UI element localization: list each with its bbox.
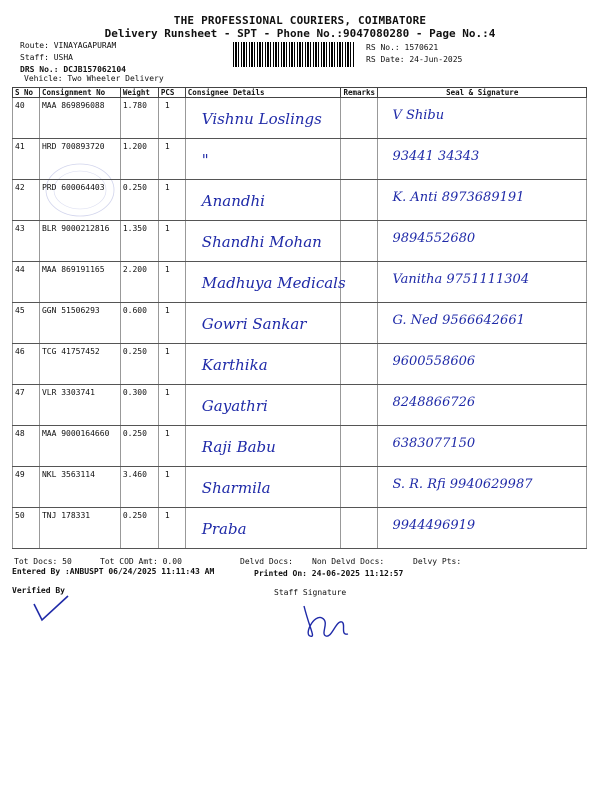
row-seal-signature: [378, 180, 587, 221]
seal-signature-handwriting: S. R. Rfi 9940629987: [392, 477, 533, 492]
row-consignment-no: MAA 869191165: [39, 262, 120, 303]
seal-signature-handwriting: G. Ned 9566642661: [392, 313, 525, 328]
consignee-handwriting: ": [201, 151, 209, 169]
company-title: THE PROFESSIONAL COURIERS, COIMBATORE: [173, 14, 427, 27]
row-remarks: [341, 508, 378, 549]
row-consignment-no: TCG 41757452: [39, 344, 120, 385]
row-sno: 42: [13, 180, 40, 221]
delivery-points: Delvy Pts:: [413, 557, 462, 566]
row-consignee: [185, 426, 341, 467]
rs-number: RS No.: 1570621: [366, 43, 439, 52]
staff-signature-mark: [296, 600, 352, 642]
row-consignee: [185, 262, 346, 303]
verified-by-label: Verified By: [12, 586, 65, 595]
row-sno: 49: [13, 467, 40, 508]
row-consignment-no: PRD 600064403: [39, 180, 120, 221]
consignee-handwriting: Sharmila: [201, 479, 271, 497]
row-consignee: [185, 508, 341, 549]
row-consignee: [185, 139, 341, 180]
row-weight: 1.200: [120, 139, 158, 180]
row-sno: 47: [13, 385, 40, 426]
row-remarks: [341, 467, 378, 508]
table-row: [13, 426, 587, 467]
row-pcs: 1: [158, 180, 185, 221]
row-consignment-no: HRD 700893720: [39, 139, 120, 180]
row-remarks: [341, 426, 378, 467]
consignee-handwriting: Gowri Sankar: [201, 315, 307, 333]
row-consignee: [185, 385, 341, 426]
row-pcs: 1: [158, 344, 185, 385]
row-remarks: [341, 98, 378, 139]
total-docs: Tot Docs: 50: [14, 557, 72, 566]
rs-date: RS Date: 24-Jun-2025: [366, 55, 463, 64]
seal-signature-handwriting: K. Anti 8973689191: [392, 190, 525, 205]
seal-signature-handwriting: V Shibu: [392, 108, 445, 123]
row-consignee: [185, 221, 341, 262]
row-weight: 3.460: [120, 467, 158, 508]
table-row: [13, 139, 587, 180]
col-seal-signature: Seal & Signature: [378, 88, 587, 98]
col-sno: S No: [13, 88, 40, 98]
col-pcs: PCS: [158, 88, 185, 98]
seal-signature-handwriting: 9600558606: [392, 354, 476, 369]
route-label: Route: VINAYAGAPURAM: [20, 41, 117, 50]
row-pcs: 1: [158, 262, 185, 303]
consignee-handwriting: Madhuya Medicals: [201, 274, 346, 292]
table-row: [13, 344, 587, 385]
barcode: [233, 42, 355, 67]
drs-number: DRS No.: DCJB157062104: [20, 65, 126, 74]
row-remarks: [341, 262, 378, 303]
row-remarks: [341, 221, 378, 262]
row-seal-signature: [378, 426, 587, 467]
row-sno: 44: [13, 262, 40, 303]
row-sno: 48: [13, 426, 40, 467]
row-remarks: [341, 303, 378, 344]
row-seal-signature: [378, 467, 587, 508]
vehicle-label: Vehicle: Two Wheeler Delivery: [24, 74, 164, 83]
seal-signature-handwriting: 9894552680: [392, 231, 476, 246]
row-seal-signature: [378, 385, 587, 426]
row-remarks: [341, 180, 378, 221]
table-row: [13, 221, 587, 262]
consignee-handwriting: Vishnu Loslings: [201, 110, 322, 128]
staff-label: Staff: USHA: [20, 53, 73, 62]
table-row: [13, 303, 587, 344]
table-row: [13, 508, 587, 549]
row-consignee: [185, 467, 341, 508]
seal-signature-handwriting: Vanitha 9751111304: [392, 272, 530, 287]
row-sno: 46: [13, 344, 40, 385]
seal-signature-handwriting: 8248866726: [392, 395, 476, 410]
row-consignment-no: TNJ 178331: [39, 508, 120, 549]
seal-signature-handwriting: 6383077150: [392, 436, 476, 451]
row-seal-signature: [378, 139, 587, 180]
row-consignment-no: VLR 3303741: [39, 385, 120, 426]
row-weight: 2.200: [120, 262, 158, 303]
row-consignment-no: MAA 9000164660: [39, 426, 120, 467]
row-pcs: 1: [158, 221, 185, 262]
seal-signature-handwriting: 9944496919: [392, 518, 476, 533]
row-sno: 45: [13, 303, 40, 344]
row-seal-signature: [378, 262, 587, 303]
table-row: [13, 262, 587, 303]
row-seal-signature: [378, 508, 587, 549]
seal-signature-handwriting: 93441 34343: [392, 149, 480, 164]
col-weight: Weight: [120, 88, 158, 98]
table-row: [13, 98, 587, 139]
row-seal-signature: [378, 221, 587, 262]
row-sno: 50: [13, 508, 40, 549]
table-header-row: [13, 88, 587, 98]
row-weight: 1.780: [120, 98, 158, 139]
row-pcs: 1: [158, 385, 185, 426]
row-weight: 1.350: [120, 221, 158, 262]
row-consignment-no: GGN 51506293: [39, 303, 120, 344]
non-delivered-docs: Non Delvd Docs:: [312, 557, 385, 566]
runsheet-table: [12, 87, 587, 549]
col-consignment: Consignment No: [39, 88, 120, 98]
table-row: [13, 180, 587, 221]
row-weight: 0.250: [120, 426, 158, 467]
consignee-handwriting: Anandhi: [201, 192, 265, 210]
row-weight: 0.600: [120, 303, 158, 344]
table-row: [13, 385, 587, 426]
col-remarks: Remarks: [341, 88, 378, 98]
row-weight: 0.250: [120, 508, 158, 549]
consignee-handwriting: Shandhi Mohan: [201, 233, 322, 251]
row-sno: 41: [13, 139, 40, 180]
row-sno: 40: [13, 98, 40, 139]
row-consignee: [185, 344, 341, 385]
row-consignment-no: BLR 9000212816: [39, 221, 120, 262]
row-consignment-no: MAA 869896088: [39, 98, 120, 139]
row-remarks: [341, 139, 378, 180]
runsheet-subtitle: Delivery Runsheet - SPT - Phone No.:9047080280 - Page No.:4: [104, 27, 496, 40]
row-weight: 0.250: [120, 180, 158, 221]
row-consignment-no: NKL 3563114: [39, 467, 120, 508]
row-remarks: [341, 385, 378, 426]
row-pcs: 1: [158, 426, 185, 467]
row-seal-signature: [378, 344, 587, 385]
row-seal-signature: [378, 98, 587, 139]
consignee-handwriting: Karthika: [201, 356, 268, 374]
total-cod: Tot COD Amt: 0.00: [100, 557, 182, 566]
row-pcs: 1: [158, 508, 185, 549]
consignee-handwriting: Raji Babu: [201, 438, 276, 456]
printed-on: Printed On: 24-06-2025 11:12:57: [254, 569, 404, 578]
staff-signature-label: Staff Signature: [274, 588, 347, 597]
row-pcs: 1: [158, 98, 185, 139]
row-consignee: [185, 303, 341, 344]
table-row: [13, 467, 587, 508]
consignee-handwriting: Praba: [201, 520, 247, 538]
verified-check-mark: [30, 592, 80, 626]
row-consignee: [185, 98, 341, 139]
row-sno: 43: [13, 221, 40, 262]
entered-by: Entered By :ANBUSPT 06/24/2025 11:11:43 AM: [12, 567, 215, 576]
delivered-docs: Delvd Docs:: [240, 557, 293, 566]
row-consignee: [185, 180, 341, 221]
row-seal-signature: [378, 303, 587, 344]
row-weight: 0.250: [120, 344, 158, 385]
consignee-handwriting: Gayathri: [201, 397, 268, 415]
row-pcs: 1: [158, 467, 185, 508]
row-remarks: [341, 344, 378, 385]
col-consignee: Consignee Details: [185, 88, 341, 98]
row-pcs: 1: [158, 139, 185, 180]
row-weight: 0.300: [120, 385, 158, 426]
row-pcs: 1: [158, 303, 185, 344]
